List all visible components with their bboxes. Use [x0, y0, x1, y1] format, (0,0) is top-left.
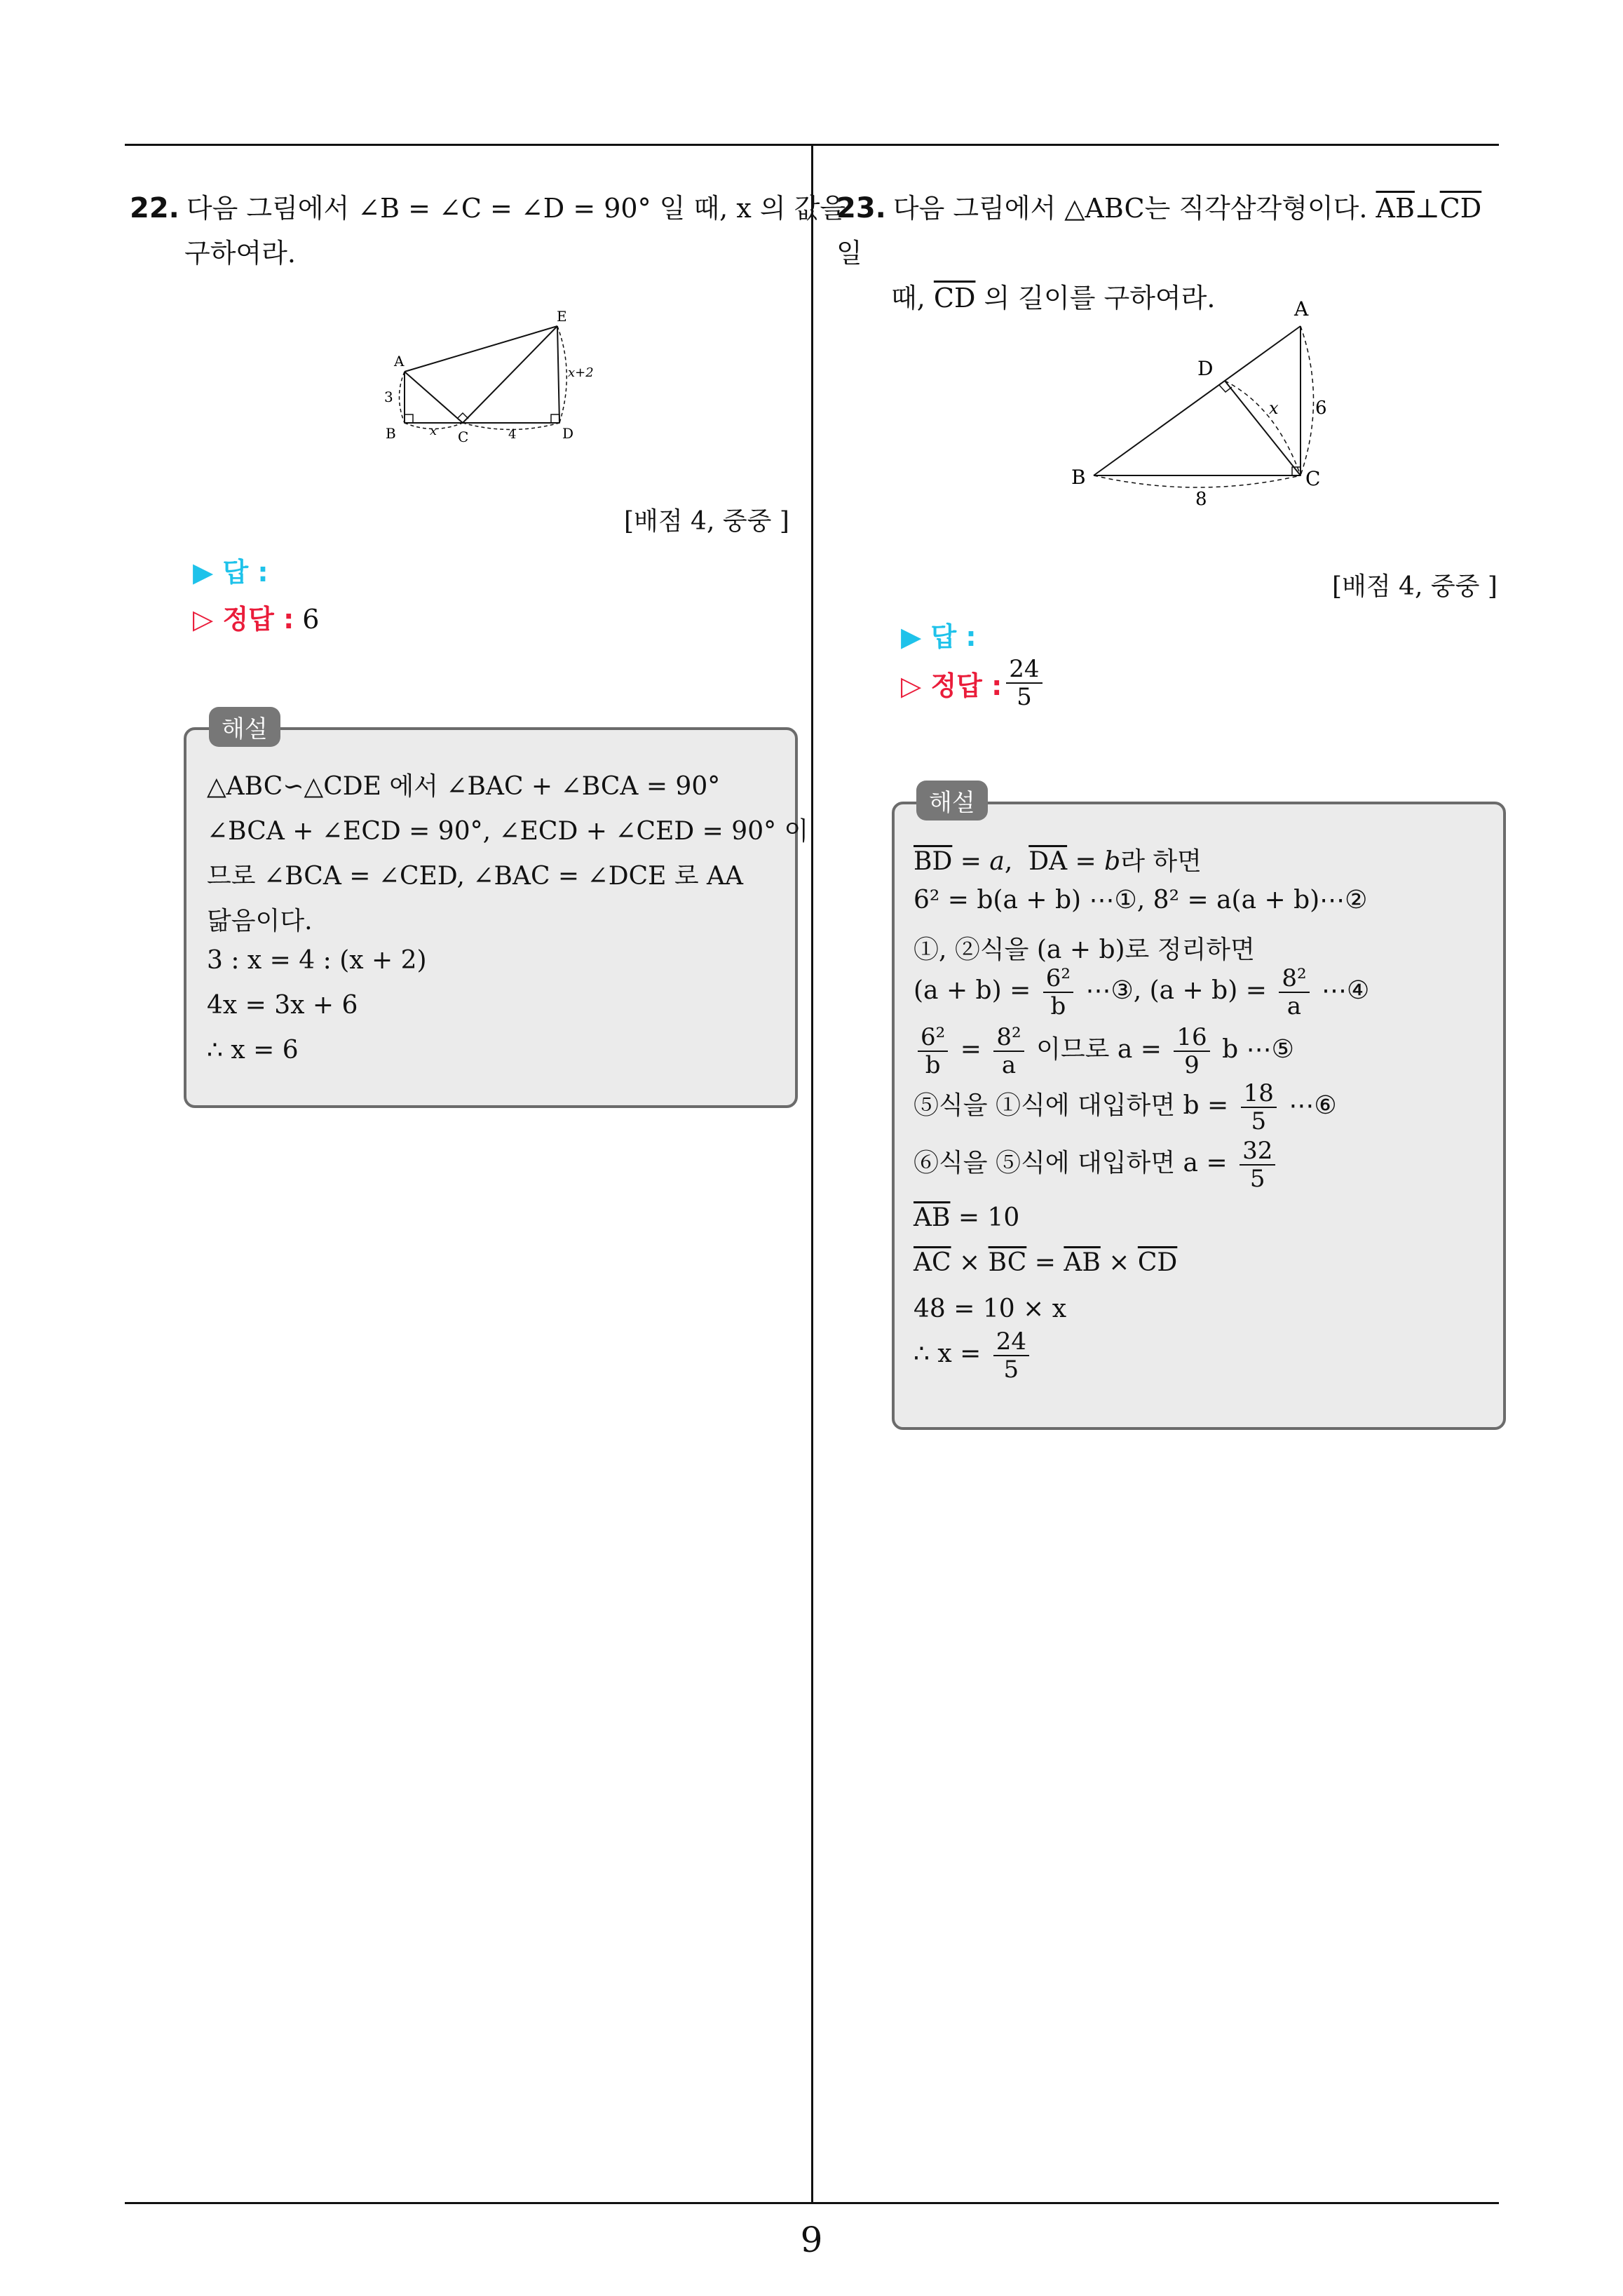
q23-perp: ⊥	[1414, 193, 1440, 224]
q22-answer-label: ▶ 답 :	[193, 557, 269, 588]
q22-correct-answer	[193, 597, 319, 636]
q22-expl-line-3: 므로 ∠BCA = ∠CED, ∠BAC = ∠DCE 로 AA	[207, 862, 744, 891]
column-divider	[811, 145, 813, 2203]
q22-fig-label-a: A	[394, 353, 405, 370]
q23-expl-line-9: $\overline{AC} \times \overline{BC} = \overline{AB} \times \overline{CD}$	[914, 1248, 1178, 1277]
q23-expl-line-7: ⑥식을 ⑤식에 대입하면 a = $\frac{32}{5}$	[914, 1137, 1279, 1192]
q23-fig-side-ac: 6	[1315, 398, 1327, 419]
q23-expl-line-8: $\overline{AB} = 10$	[914, 1203, 1020, 1232]
q23-expl-line-6: ⑤식을 ①식에 대입하면 b = $\frac{18}{5}$ ⋯⑥	[914, 1079, 1337, 1135]
q22-explanation-tag: 해설	[209, 707, 280, 747]
q22-fig-side-de: x+2	[568, 365, 594, 380]
q23-fig-side-cd: x	[1269, 398, 1279, 418]
q22-fig-side-bc: x	[430, 424, 437, 438]
q22-text: 다음 그림에서 ∠B = ∠C = ∠D = 90° 일 때, x 의 값을 구하여라.	[184, 193, 846, 269]
q23-fig-label-b: B	[1071, 466, 1086, 489]
q23-fig-label-c: C	[1305, 467, 1321, 490]
q23-answer-label: ▶ 답 :	[901, 621, 977, 652]
q22-text-block	[130, 186, 857, 276]
q23-text-part1: 다음 그림에서 △ABC는 직각삼각형이다.	[892, 193, 1376, 224]
q23-seg-ab: $\overline{AB}$	[1376, 193, 1415, 224]
q22-figure	[379, 295, 603, 456]
q23-expl-line-2: 6² = b(a + b) ⋯①, 8² = a(a + b)⋯②	[914, 886, 1368, 914]
q23-correct-num: 24	[1006, 656, 1042, 684]
q23-seg-cd: $\overline{CD}$	[1439, 193, 1482, 224]
q22-fig-label-e: E	[557, 308, 567, 325]
q23-explanation-tag: 해설	[916, 781, 988, 821]
q22-expl-line-4: 닮음이다.	[207, 907, 313, 936]
q22-correct-value: 6	[302, 604, 320, 635]
q23-correct-label: ▷ 정답 :	[901, 670, 1003, 701]
page-number: 9	[800, 2220, 823, 2260]
q23-expl-line-10: 48 = 10 × x	[914, 1295, 1067, 1323]
q23-correct-den: 5	[1017, 683, 1032, 711]
q23-text-line2-seg: $\overline{CD}$	[933, 283, 976, 313]
q23-text-line2-post: 의 길이를 구하여라.	[975, 283, 1216, 313]
q23-text-line2-pre: 때,	[891, 283, 934, 313]
q23-fig-label-d: D	[1197, 357, 1214, 380]
q22-expl-line-5: 3 : x = 4 : (x + 2)	[207, 946, 427, 975]
q22-fig-label-c: C	[458, 428, 469, 445]
q23-expl-line-1: $\overline{BD} = a$, $\overline{DA} = b$라 하면	[914, 847, 1202, 876]
q22-number: 22.	[130, 192, 179, 224]
q23-fig-side-bc: 8	[1195, 489, 1207, 510]
q23-number: 23.	[836, 192, 886, 224]
bottom-rule	[125, 2202, 1499, 2204]
q22-expl-line-2: ∠BCA + ∠ECD = 90°, ∠ECD + ∠CED = 90° 이	[207, 817, 809, 846]
q22-fig-side-cd: 4	[508, 427, 517, 442]
q23-expl-line-11: ∴ x = $\frac{24}{5}$	[914, 1328, 1033, 1383]
q22-expl-line-1: △ABC∽△CDE 에서 ∠BAC + ∠BCA = 90°	[207, 772, 721, 801]
q22-fig-label-b: B	[386, 425, 396, 442]
q22-expl-line-7: ∴ x = 6	[207, 1036, 299, 1065]
q23-correct-fraction	[1006, 656, 1042, 710]
q23-score: [배점 4, 중중 ]	[1332, 572, 1498, 601]
q22-correct-label: ▷ 정답 :	[193, 604, 294, 635]
q23-expl-line-3: ①, ②식을 (a + b)로 정리하면	[914, 936, 1255, 964]
q23-figure	[1059, 295, 1367, 519]
q22-fig-label-d: D	[562, 425, 574, 442]
q22-expl-line-6: 4x = 3x + 6	[207, 991, 358, 1020]
q23-expl-line-4: (a + b) = $\frac{\text{6²}}{b}$ ⋯③, (a + b) = $\frac{\text{8²}}{a}$ ⋯④	[914, 964, 1370, 1020]
q22-score: [배점 4, 중중 ]	[624, 507, 789, 536]
q22-fig-side-ab: 3	[384, 389, 393, 405]
q23-expl-line-5: $\frac{\text{6²}}{b}$ = $\frac{\text{8²}}{a}$ 이므로 a = $\frac{16}{9}$ b ⋯⑤	[914, 1024, 1294, 1079]
q23-fig-label-a: A	[1294, 297, 1309, 320]
q23-correct-answer	[901, 656, 1047, 710]
q23-text-part2: 일	[836, 238, 862, 269]
